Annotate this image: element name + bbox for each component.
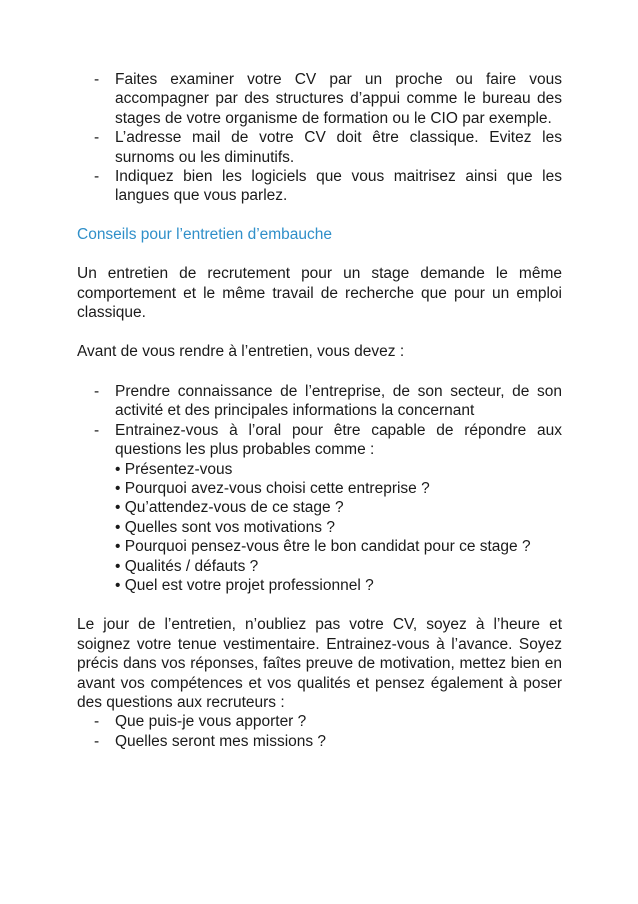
document-page (77, 70, 562, 751)
question-item: • Quel est votre projet professionnel ? (115, 576, 374, 594)
list-item-text: Prendre connaissance de l’entreprise, de son secteur, de son activité et des principales informations la concernant (115, 382, 562, 420)
list-item-text: L’adresse mail de votre CV doit être classique. Evitez les surnoms ou les diminutifs. (115, 129, 562, 166)
list-item (77, 167, 562, 206)
list-dash: - (94, 168, 100, 186)
list-dash: - (94, 71, 100, 88)
list-item-text: Indiquez bien les logiciels que vous maitrisez ainsi que les langues que vous parlez. (115, 168, 562, 205)
paragraph-interview-day: Le jour de l’entretien, n’oubliez pas votre CV, soyez à l’heure et soignez votre tenue vestimentaire. Entrainez-vous à l’avance. Soyez précis dans vos réponses, faîtes preuve de motivation, mettez bien en avant vos compétences et vos qualités et pensez également à poser des questions aux recruteurs : (77, 616, 562, 711)
question-item: • Présentez-vous (115, 460, 233, 478)
question-item: • Pourquoi pensez-vous être le bon candidat pour ce stage ? (115, 538, 531, 556)
list-item (77, 712, 562, 731)
list-item-text: Faites examiner votre CV par un proche ou faire vous accompagner par des structures d’appui comme le bureau des stages de votre organisme de formation ou le CIO par exemple. (115, 71, 562, 127)
list-item (77, 421, 562, 596)
list-item (77, 732, 562, 751)
list-item-text: Entrainez-vous à l’oral pour être capable de répondre aux questions les plus probables comme : (115, 421, 562, 459)
list-item-text: Quelles seront mes missions ? (115, 732, 327, 750)
paragraph-before-interview: Avant de vous rendre à l’entretien, vous devez : (77, 343, 405, 361)
list-dash: - (94, 713, 100, 731)
list-item (77, 128, 562, 167)
list-dash: - (94, 129, 100, 147)
question-item: • Qu’attendez-vous de ce stage ? (115, 499, 344, 517)
list-dash: - (94, 732, 100, 750)
list-item-text: Que puis-je vous apporter ? (115, 713, 307, 731)
list-dash: - (94, 421, 100, 439)
list-item (77, 382, 562, 421)
cv-tips-list (77, 70, 562, 206)
preparation-list (77, 382, 562, 595)
section-heading: Conseils pour l’entretien d’embauche (77, 225, 333, 243)
list-dash: - (94, 382, 100, 400)
paragraph-intro: Un entretien de recrutement pour un stage demande le même comportement et le même travail de recherche que pour un emploi classique. (77, 265, 562, 322)
question-item: • Pourquoi avez-vous choisi cette entreprise ? (115, 479, 430, 497)
question-item: • Qualités / défauts ? (115, 557, 259, 575)
list-item (77, 70, 562, 128)
question-item: • Quelles sont vos motivations ? (115, 518, 335, 536)
recruiter-questions-list (77, 712, 562, 751)
